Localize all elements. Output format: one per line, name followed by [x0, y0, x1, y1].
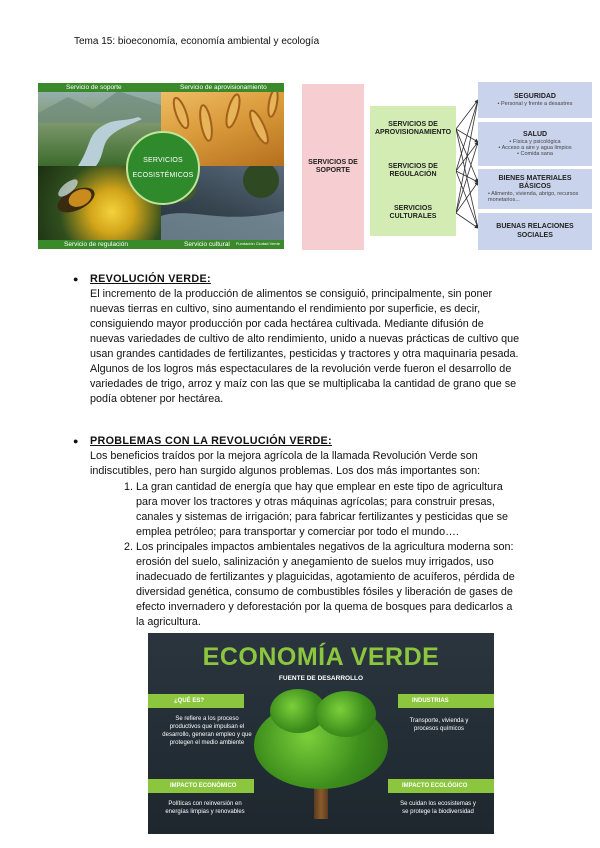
salud-item: • Física y psicológica	[509, 138, 561, 145]
box-bienes-materiales	[478, 169, 592, 209]
label-cultural: Servicio cultural	[184, 241, 230, 248]
tag-que-es: ¿QUÉ ES?	[148, 694, 244, 708]
image-logo: Fundación Ciudad Verde	[235, 241, 280, 246]
problemas-list	[90, 480, 522, 630]
list-item	[90, 540, 522, 630]
bullet: ●	[73, 274, 79, 284]
salud-title: SALUD	[522, 130, 548, 138]
box-aprovisionamiento: SERVICIOS DE APROVISIONAMIENTO	[370, 106, 456, 152]
tag-impacto-economico: IMPACTO ECONÓMICO	[148, 779, 254, 793]
tag-industrias: INDUSTRIAS	[398, 694, 494, 708]
label-aprovisionamiento: Servicio de aprovisionamiento	[180, 84, 267, 91]
seguridad-title: SEGURIDAD	[513, 92, 556, 100]
ecosystem-services-image	[38, 83, 284, 249]
list-text: La gran cantidad de energía que hay que emplear en este tipo de agricultura para mover los tractores y otras máquinas agrícolas; para construir presas, canales y sistemas de irrigación; para fabricar fertilizantes y pesticidas que se emplea petróleo; para transportar y comerciar por todo el mundo….	[136, 481, 509, 538]
salud-item: • Acceso a aire y agua limpios	[498, 144, 572, 151]
ev-title: ECONOMÍA VERDE	[202, 643, 440, 671]
text-impacto-economico: Políticas con reinversión en energías limpias y renovables	[165, 801, 245, 815]
box-salud	[478, 122, 592, 166]
section-problemas	[73, 434, 522, 479]
list-item	[90, 480, 522, 540]
box-servicios-soporte: SERVICIOS DE SOPORTE	[302, 84, 364, 250]
section-revolucion-verde	[73, 272, 520, 407]
revolucion-paragraph-2: Algunos de los logros más espectaculares de la revolución verde fueron el desarrollo de variedades de trigo, arroz y maíz con las que se multiplicaba la cantidad de grano que se podía obtener por hectárea.	[90, 363, 517, 405]
list-number: 2.	[124, 541, 134, 553]
economia-verde-infographic	[148, 633, 494, 834]
center-line-2: ECOSISTÉMICOS	[132, 172, 194, 179]
bienes-item: • Alimento, vivienda, abrigo, recursos monetarios...	[488, 190, 579, 204]
seguridad-item: • Personal y frente a desastres	[497, 100, 573, 107]
center-line-1: SERVICIOS	[143, 157, 183, 164]
text-industrias: Transporte, vivienda y procesos químicos	[409, 718, 469, 732]
box-relaciones-sociales: BUENAS RELACIONES SOCIALES	[478, 213, 592, 250]
bullet: ●	[73, 436, 79, 446]
top-label-strip	[38, 83, 284, 92]
label-regulacion: Servicio de regulación	[64, 241, 128, 248]
ev-subtitle: FUENTE DE DESARROLLO	[278, 675, 364, 682]
revolucion-title: REVOLUCIÓN VERDE:	[90, 273, 211, 285]
text-impacto-ecologico: Se cuidan los ecosistemas y se protege la biodiversidad	[400, 801, 476, 815]
box-regulacion: SERVICIOS DE REGULACIÓN	[370, 148, 456, 194]
problemas-intro: Los beneficios traídos por la mejora agrícola de la llamada Revolución Verde son indiscutibles, pero han surgido algunos problemas. Los dos más importantes son:	[90, 450, 481, 477]
salud-item: • Comida sana	[517, 151, 553, 158]
page-header: Tema 15: bioeconomía, economía ambiental y ecología	[74, 36, 320, 47]
revolucion-paragraph-1: El incremento de la producción de alimentos se consiguió, principalmente, sin poner nuevas tierras en cultivo, sino aumentando el rendimiento por superficie, es decir, consiguiendo mayor producción por cada hectárea cultivada. Mediante difusión de nuevas variedades de cultivo de alto rendimiento, unido a nuevas prácticas de cultivo que usan grandes cantidades de fertilizantes, pesticidas y tractores y otra maquinaria pesada.	[90, 288, 520, 360]
services-diagram	[302, 82, 592, 250]
box-culturales: SERVICIOS CULTURALES	[370, 190, 456, 236]
problemas-title: PROBLEMAS CON LA REVOLUCIÓN VERDE:	[90, 435, 332, 447]
text-que-es: Se refiere a los proceso productivos que impulsan el desarrollo, generan empleo y que protegen el medio ambiente	[162, 716, 252, 746]
box-seguridad	[478, 82, 592, 118]
list-number: 1.	[124, 481, 134, 493]
bottom-label-strip	[38, 240, 284, 249]
label-soporte: Servicio de soporte	[66, 84, 122, 91]
bienes-title: BIENES MATERIALES BÁSICOS	[498, 174, 572, 190]
tree-canopy	[316, 691, 376, 737]
tag-impacto-ecologico: IMPACTO ECOLÓGICO	[388, 779, 494, 793]
center-title-disc	[126, 131, 200, 205]
list-text: Los principales impactos ambientales negativos de la agricultura moderna son: erosión del suelo, salinización y anegamiento de suelos muy irrigados, uso inadecuado de fertilizantes y plaguicidas, agotamiento de acuíferos, pérdida de diversidad genética, consumo de combustibles fósiles y liberación de gases de efecto invernadero y deforestación por la quema de bosques para dedicarlos a la agricultura.	[136, 541, 515, 628]
